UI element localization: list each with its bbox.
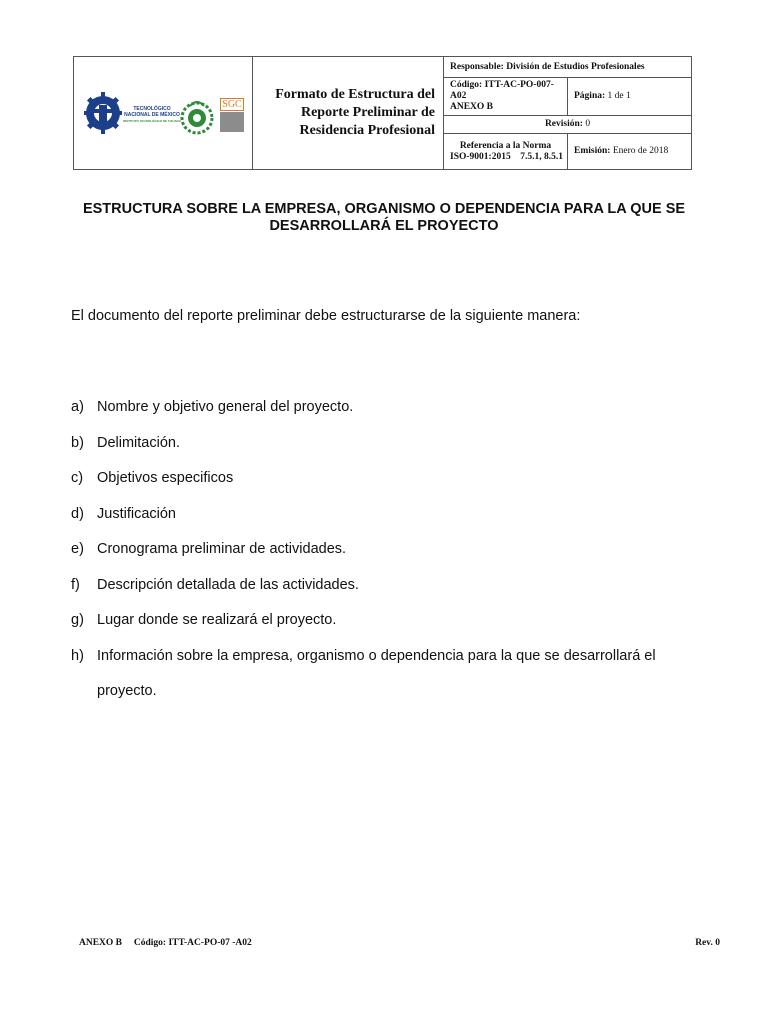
list-marker: a) <box>71 399 84 415</box>
responsable-cell <box>444 57 692 78</box>
codigo-cell <box>444 78 568 116</box>
emision-value: Enero de 2018 <box>612 146 669 156</box>
list-item-text: Objetivos especificos <box>97 470 234 486</box>
list-item <box>71 611 711 629</box>
sgc-badge: SGC <box>220 98 244 132</box>
footer-code: ANEXO B Código: ITT-AC-PO-07 -A02 <box>79 938 252 948</box>
list-item <box>71 540 711 558</box>
list-item <box>71 576 711 594</box>
emision-cell <box>568 134 692 170</box>
list-item-text: Descripción detallada de las actividades. <box>97 576 359 593</box>
codigo-label: Código: <box>450 80 483 90</box>
codigo-value: ITT-AC-PO-007-A02 <box>450 80 554 101</box>
list-marker: e) <box>71 541 84 557</box>
intro-paragraph: El documento del reporte preliminar debe estructurarse de la siguiente manera: <box>71 308 581 324</box>
list-marker: d) <box>71 505 84 522</box>
page-footer <box>79 938 720 948</box>
footer-revision: Rev. 0 <box>695 938 720 948</box>
list-item <box>71 469 711 487</box>
revision-cell <box>444 116 692 134</box>
list-item-text: Lugar donde se realizará el proyecto. <box>97 612 337 628</box>
list-marker: g) <box>71 612 84 628</box>
tecnm-logo-text: TECNOLÓGICO NACIONAL DE MÉXICO INSTITUTO TECNOLÓGICO DE TIJUANA <box>123 105 181 123</box>
itt-seal-icon <box>180 98 214 138</box>
list-item <box>71 505 711 523</box>
document-header-table <box>73 56 692 170</box>
list-marker: b) <box>71 434 84 451</box>
pagina-cell <box>568 78 692 116</box>
title-cell <box>253 57 444 170</box>
anexo-label: ANEXO B <box>450 102 494 112</box>
list-item-text: Información sobre la empresa, organismo o dependencia para la que se desarrollará el proyecto. <box>97 647 656 699</box>
revision-label: Revisión: <box>544 119 583 129</box>
list-marker: h) <box>71 647 84 664</box>
tecnm-logo-icon <box>83 91 125 139</box>
responsable-value: División de Estudios Profesionales <box>506 61 645 72</box>
list-item <box>71 398 711 416</box>
logos-cell <box>74 57 253 170</box>
list-item-text: Nombre y objetivo general del proyecto. <box>97 399 354 415</box>
responsable-label: Responsable: <box>450 61 504 72</box>
section-heading: ESTRUCTURA SOBRE LA EMPRESA, ORGANISMO O DEPENDENCIA PARA LA QUE SE DESARROLLARÁ EL PROYECTO <box>82 201 686 234</box>
pagina-value: 1 de 1 <box>607 91 631 101</box>
structure-list <box>71 398 711 727</box>
list-item-text: Delimitación. <box>97 434 180 451</box>
referencia-value: ISO-9001:2015 7.5.1, 8.5.1 <box>450 151 563 162</box>
list-item <box>71 434 711 452</box>
referencia-label: Referencia a la Norma <box>459 140 552 151</box>
list-item <box>71 639 711 710</box>
revision-value: 0 <box>585 119 591 129</box>
sgc-gray-block-icon <box>220 112 244 132</box>
referencia-cell <box>444 134 568 170</box>
document-title: Formato de Estructura del Reporte Preliminar de Residencia Profesional <box>275 87 435 138</box>
list-marker: c) <box>71 470 84 486</box>
list-item-text: Cronograma preliminar de actividades. <box>97 541 347 557</box>
emision-label: Emisión: <box>574 146 611 156</box>
pagina-label: Página: <box>574 91 606 101</box>
list-marker: f) <box>71 576 80 593</box>
list-item-text: Justificación <box>97 505 176 522</box>
